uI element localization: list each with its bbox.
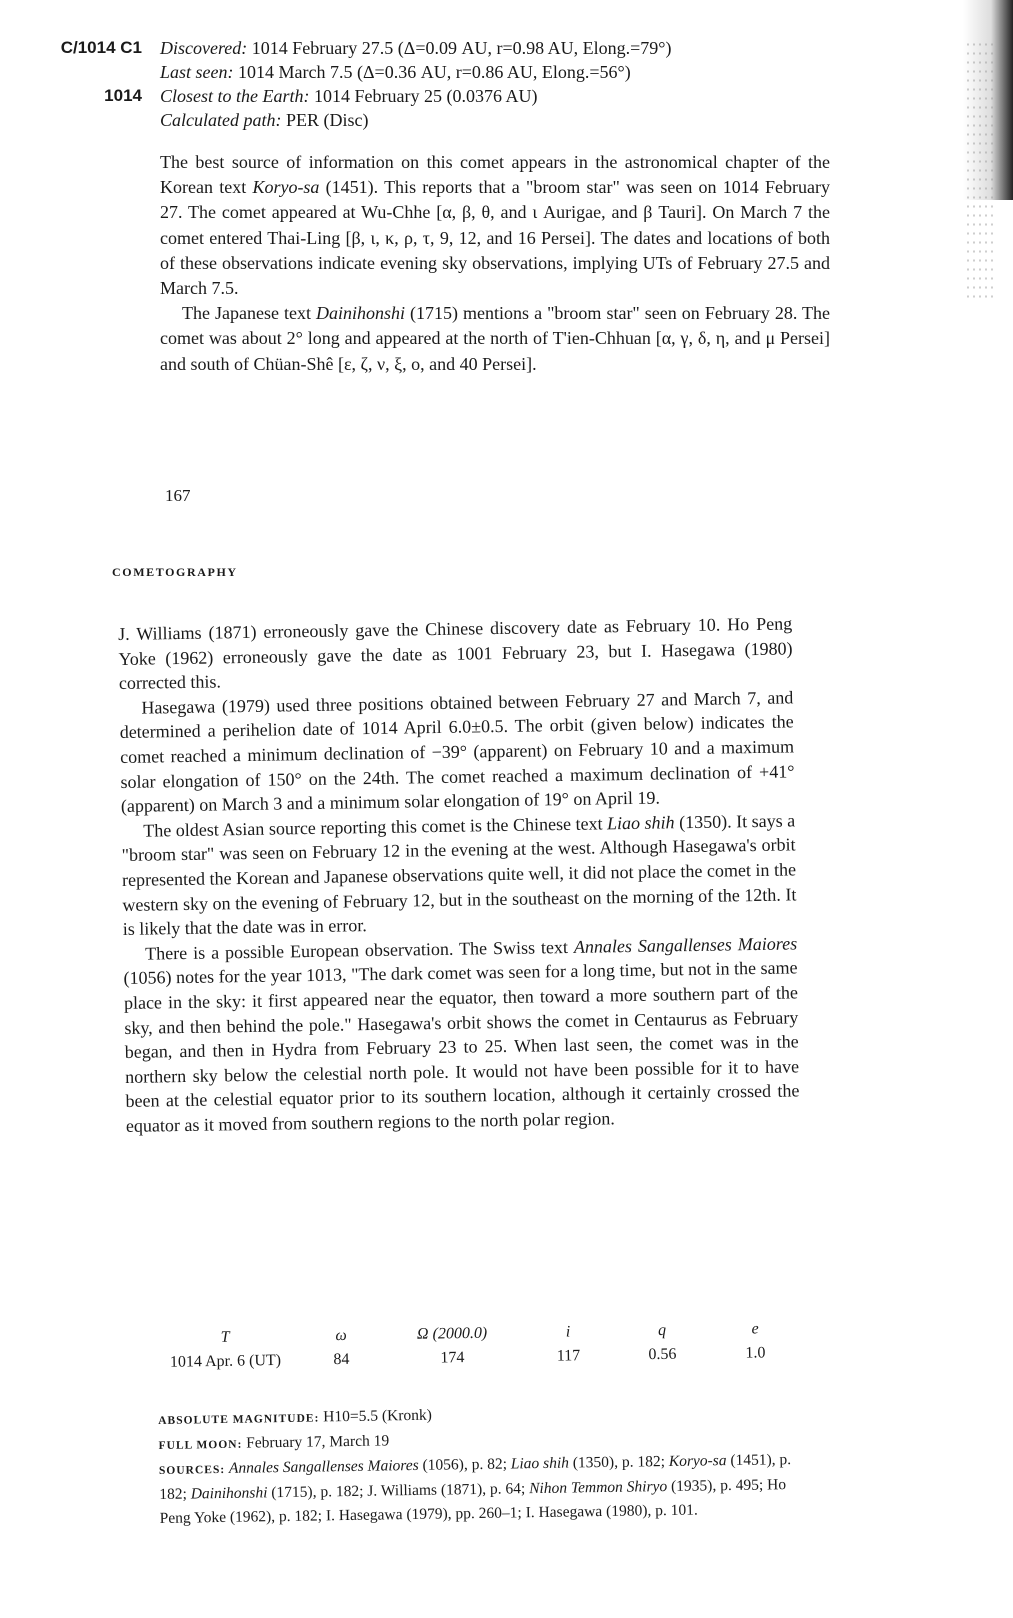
orbit-cell: 0.56 xyxy=(648,1345,677,1364)
paragraph-text: (1451). This reports that a "broom star" was seen on 1014 February 27. The comet appeared at Wu-Chhe [α, β, θ, and ι Aurigae, and β Tauri]. On March 7 the comet entered Thai-Ling [β, ι, κ, ρ, τ, 9, 12, and 16 Persei]. The dates and locations of both of these observations indicate evening sky observations, implying UTs of February 27.5 and March 7.5. xyxy=(160,177,830,299)
orbit-cell: 1.0 xyxy=(745,1344,766,1362)
source-ref: (1715), p. 182; J. Williams (1871), p. 64; xyxy=(267,1480,530,1502)
paragraph-text: (1350). It says a "broom star" was seen on February 12 in the evening at the west. Although Hasegawa's orbit represented the Korean and Japanese observations quite well, it did not place the comet in the western sky on the evening of February 12, but in the southeast on the morning of the 12th. It is likely that the date was in error. xyxy=(121,810,797,940)
paragraph-text: J. Williams (1871) erroneously gave the Chinese discovery date as February 10. Ho Peng Yoke (1962) erroneously gave the date as 1001 February 23, but I. Hasegawa (1980) corrected this. xyxy=(118,613,793,694)
paragraph xyxy=(123,931,800,1138)
orbit-cell: 1014 Apr. 6 (UT) xyxy=(169,1351,282,1371)
closest-value: 1014 February 25 (0.0376 AU) xyxy=(314,86,538,106)
paragraph-text: The best source of information on this comet appears in the astronomical chapter of the Korean text xyxy=(160,152,830,198)
sources xyxy=(159,1448,810,1531)
orbit-header-i: i xyxy=(565,1323,571,1341)
orbit-table xyxy=(150,1320,801,1372)
paragraph-text: Hasegawa (1979) used three positions obtained between February 27 and March 7, and determined a perihelion date of 1014 April 6.0±0.5. The orbit (given below) indicates the comet reached a minimum declination of −39° (apparent) on February 10 and a maximum solar elongation of 150° on the 24th. The comet reached a maximum declination of +41° (apparent) on March 3 and a minimum solar elongation of 19° on April 19. xyxy=(119,687,795,817)
paragraph xyxy=(160,150,830,301)
source-title: Dainihonshi xyxy=(190,1484,268,1503)
discovered-value: 1014 February 27.5 (Δ=0.09 AU, r=0.98 AU, Elong.=79°) xyxy=(251,38,672,58)
orbit-header-e: e xyxy=(751,1320,759,1338)
discovered-row xyxy=(40,36,940,60)
source-ref: (1451), p. 182; xyxy=(159,1451,792,1503)
source-title: Annales Sangallenses Maiores xyxy=(228,1456,419,1477)
paragraph-text: The Japanese text xyxy=(182,303,317,324)
page-edge-specks xyxy=(965,40,995,300)
source-ref: (1350), p. 182; xyxy=(568,1452,669,1472)
closest-label: Closest to the Earth: xyxy=(160,86,310,106)
orbit-cell: 84 xyxy=(333,1350,350,1369)
path-row xyxy=(40,108,940,132)
source-title: Liao shih xyxy=(510,1454,570,1473)
abs-mag-label: ABSOLUTE MAGNITUDE: xyxy=(158,1412,320,1427)
last-seen-row xyxy=(40,60,940,84)
discovered-label: Discovered: xyxy=(160,38,248,58)
bottom-body-text xyxy=(118,611,800,1138)
orbit-cell: 174 xyxy=(440,1349,465,1367)
paragraph xyxy=(118,611,793,695)
comet-entry-header xyxy=(40,36,940,132)
paragraph xyxy=(121,808,797,942)
full-moon-value: February 17, March 19 xyxy=(246,1432,390,1452)
path-label: Calculated path: xyxy=(160,110,282,130)
orbit-cell: 117 xyxy=(556,1347,581,1365)
running-head: COMETOGRAPHY xyxy=(112,565,238,579)
abs-mag-value: H10=5.5 (Kronk) xyxy=(323,1406,432,1426)
page-number: 167 xyxy=(165,486,191,505)
full-moon-label: FULL MOON: xyxy=(158,1438,243,1452)
orbit-header-node: Ω (2000.0) xyxy=(416,1324,488,1343)
last-seen-label: Last seen: xyxy=(160,62,234,82)
last-seen-line xyxy=(160,60,631,84)
sources-label: SOURCES: xyxy=(158,1463,226,1477)
paragraph-text: (1056) notes for the year 1013, "The dark comet was seen for a long time, but not in the same place in the sky: it first appeared near the equator, then toward a more southern part of the sky, and then behind the pole." Hasegawa's orbit shows the comet in Centaurus as February began, and then in Hydra from February 23 to 25. When last seen, the comet was in the northern sky below the celestial north pole. It would not have been possible for it to have been at the celestial equator prior to its southern location, although it certainly crossed the equator as it moved from southern regions to the north polar region. xyxy=(123,957,800,1136)
source-title: Nihon Temmon Shiryo xyxy=(528,1478,668,1498)
paragraph-text: There is a possible European observation. The Swiss text xyxy=(145,936,575,964)
orbit-header-T: T xyxy=(220,1328,230,1346)
work-title: Annales Sangallenses Maiores xyxy=(573,933,798,957)
path-value: PER (Disc) xyxy=(285,110,369,130)
comet-year: 1014 xyxy=(104,86,142,105)
paragraph-text: (1715) mentions a "broom star" seen on February 28. The comet was about 2° long and appeared at the north of T'ien-Chhuan [α, γ, δ, η, and μ Persei] and south of Chüan-Shê [ε, ζ, ν, ξ, ο, and 40 Persei]. xyxy=(160,303,830,374)
source-ref: (1935), p. 495; Ho Peng Yoke (1962), p. 182; I. Hasegawa (1979), pp. 260–1; I. Hasegawa (1980), p. 101. xyxy=(159,1476,787,1527)
work-title: Koryo-sa xyxy=(252,177,320,198)
work-title: Dainihonshi xyxy=(316,303,406,324)
discovered-line xyxy=(160,36,671,60)
paragraph-text: The oldest Asian source reporting this comet is the Chinese text xyxy=(143,813,608,841)
top-body-text xyxy=(160,150,830,377)
source-title: Koryo-sa xyxy=(668,1452,727,1470)
entry-footer xyxy=(158,1398,810,1531)
paragraph xyxy=(160,301,830,377)
work-title: Liao shih xyxy=(606,812,675,834)
closest-line xyxy=(160,84,537,108)
last-seen-value: 1014 March 7.5 (Δ=0.36 AU, r=0.86 AU, Elong.=56°) xyxy=(238,62,631,82)
orbit-header-q: q xyxy=(657,1321,667,1340)
source-ref: (1056), p. 82; xyxy=(418,1455,511,1474)
orbit-header-omega: ω xyxy=(335,1326,347,1345)
comet-designation: C/1014 C1 xyxy=(60,38,142,57)
paragraph xyxy=(119,685,795,819)
closest-row xyxy=(40,84,940,108)
path-line xyxy=(160,108,368,132)
